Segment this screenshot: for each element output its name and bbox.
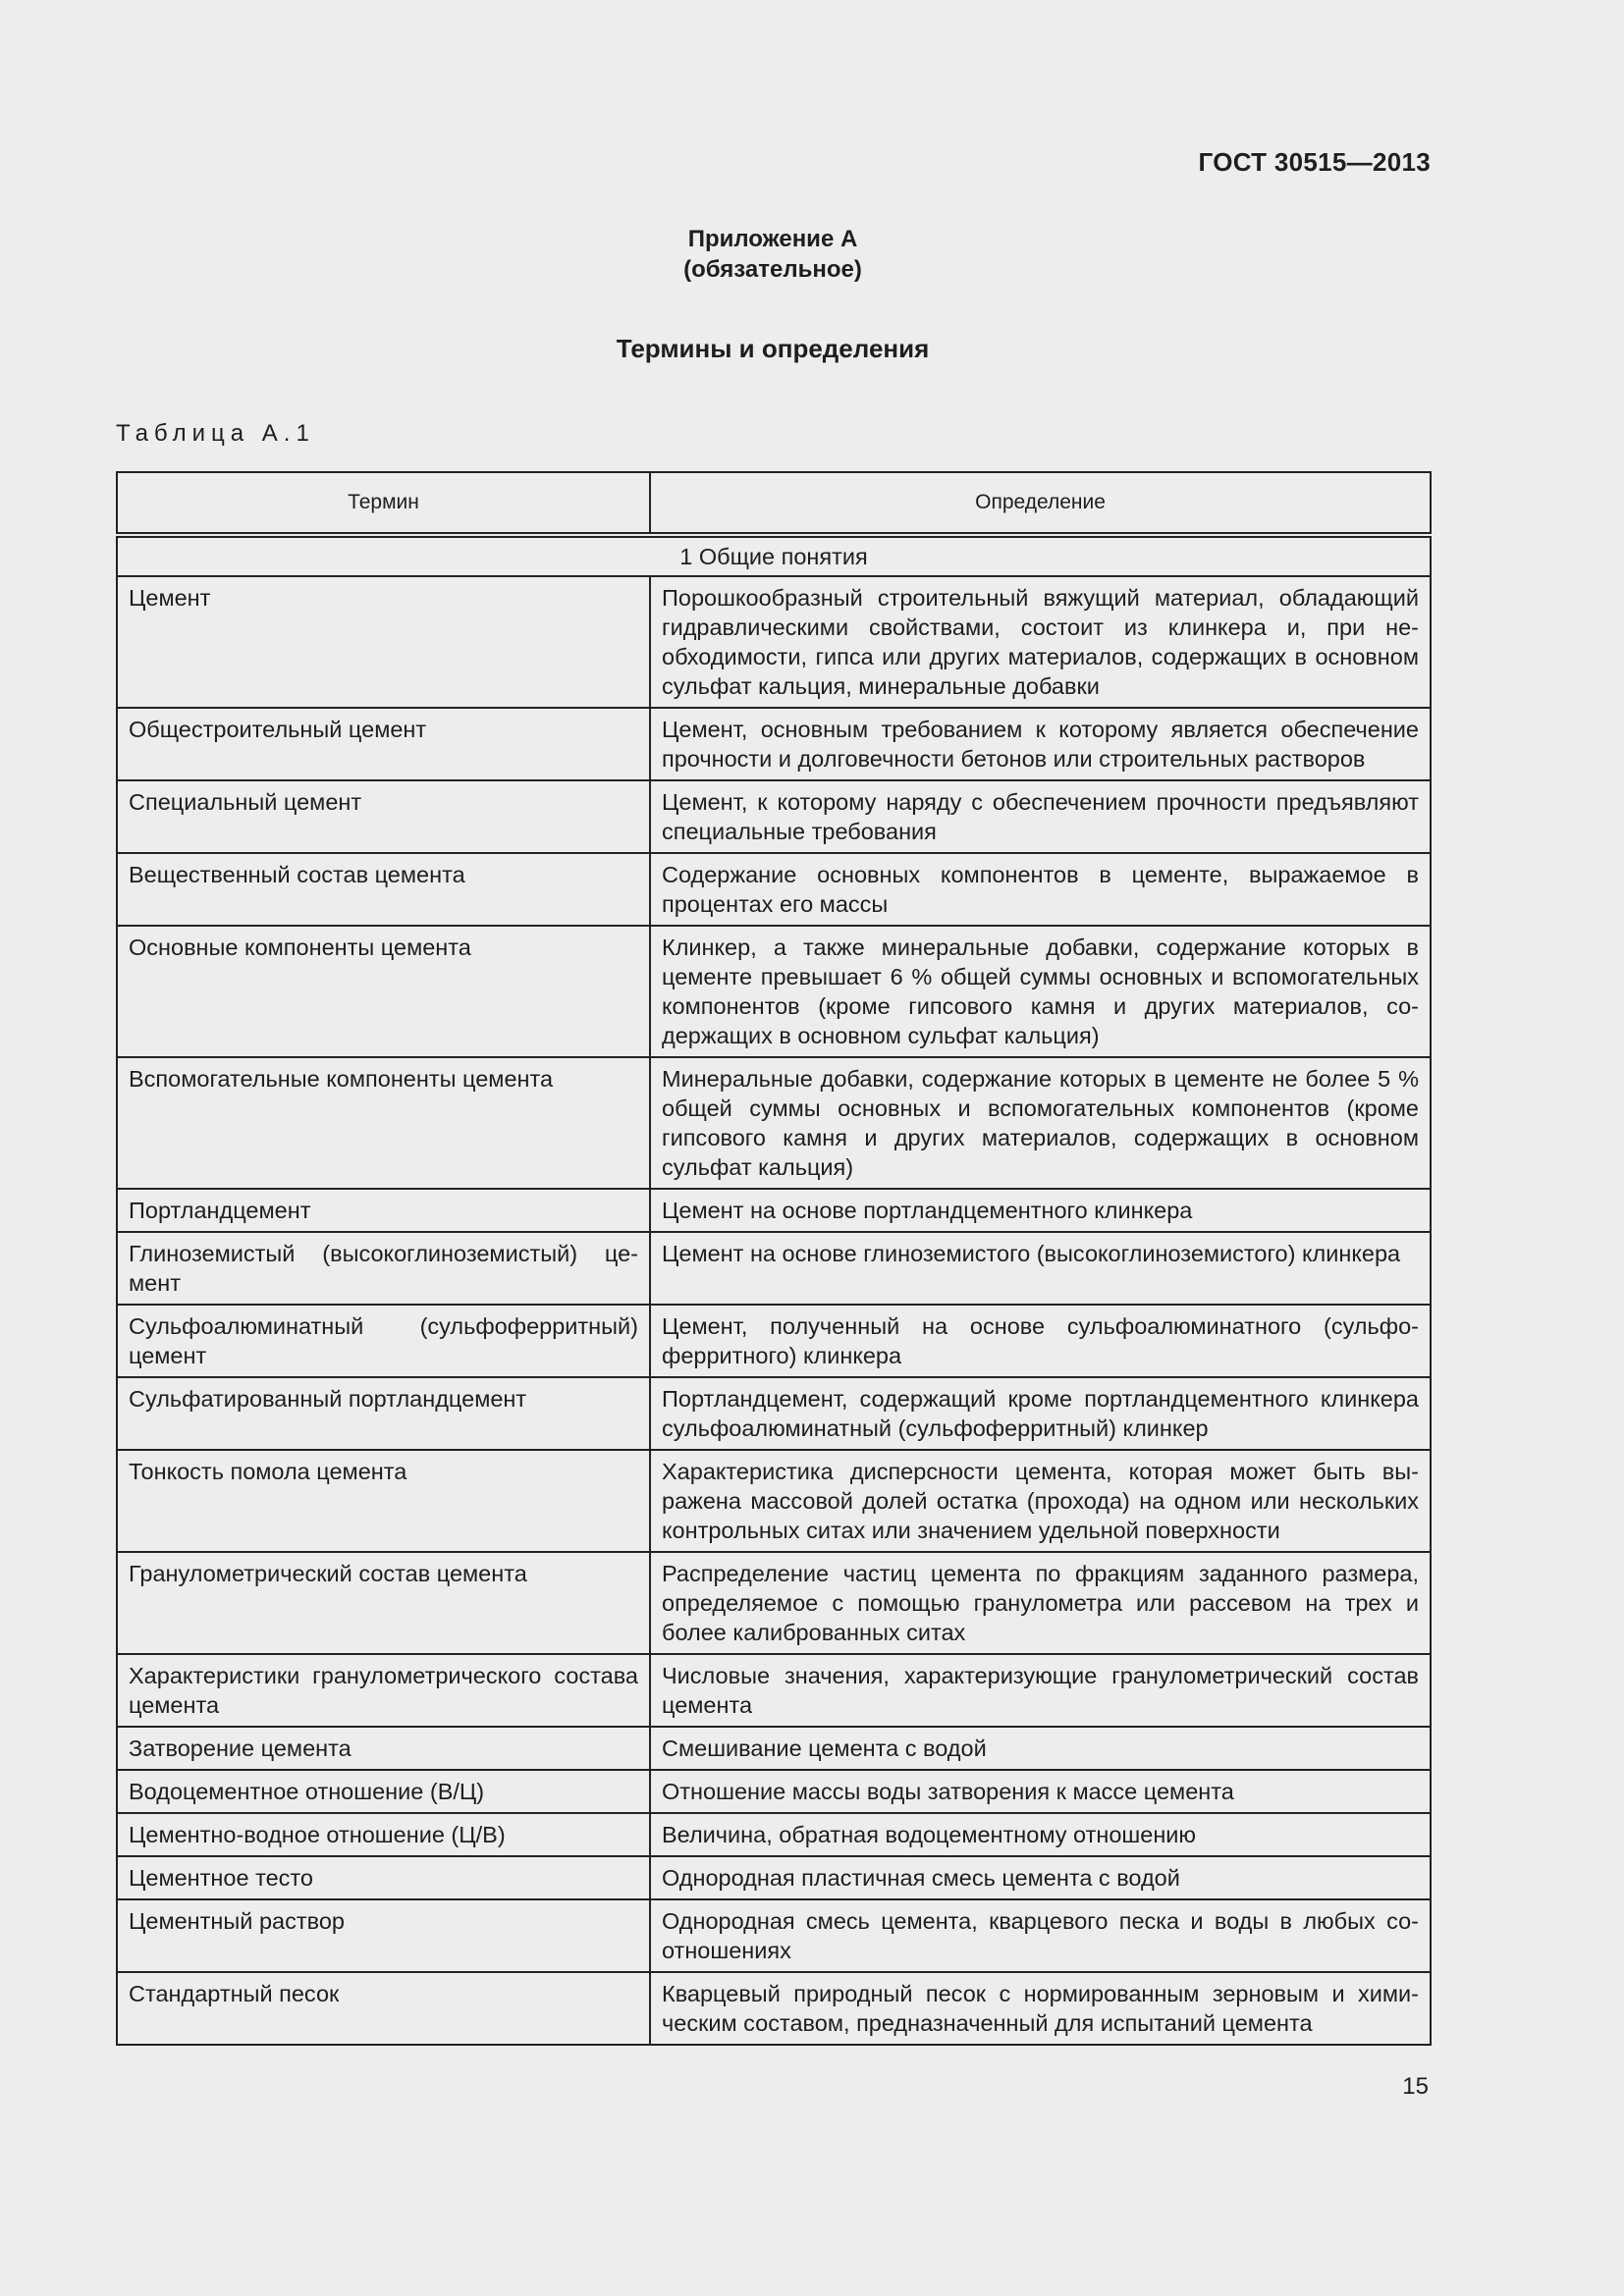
column-header-term: Термин	[117, 472, 650, 535]
table-row	[117, 1899, 1431, 1972]
table-body	[117, 535, 1431, 2045]
terms-table	[116, 471, 1432, 2046]
term-cell: Тонкость помола цемента	[117, 1450, 650, 1552]
term-cell: Затворение цемента	[117, 1727, 650, 1770]
term-cell: Портландцемент	[117, 1189, 650, 1232]
term-cell: Сульфатированный портландцемент	[117, 1377, 650, 1450]
column-header-definition: Определение	[650, 472, 1431, 535]
term-cell: Глиноземистый (высокоглиноземистый) цемент	[117, 1232, 650, 1305]
term-cell: Гранулометрический состав цемента	[117, 1552, 650, 1654]
term-cell: Цементное тесто	[117, 1856, 650, 1899]
table-row	[117, 1232, 1431, 1305]
table-row	[117, 1654, 1431, 1727]
definition-cell: Однородная смесь цемента, кварцевого песка и воды в любых соотношениях	[650, 1899, 1431, 1972]
table-header-row	[117, 472, 1431, 535]
term-cell: Специальный цемент	[117, 780, 650, 853]
table-row	[117, 1770, 1431, 1813]
definition-cell: Порошкообразный строительный вяжущий материал, обладающий гидравлическими свойствами, состоит из клинкера и, при необходимости, гипса или других материалов, содержащих в основном сульфат кальция, минеральные добавки	[650, 576, 1431, 708]
definition-cell: Отношение массы воды затворения к массе цемента	[650, 1770, 1431, 1813]
term-cell: Стандартный песок	[117, 1972, 650, 2045]
term-cell: Сульфоалюминатный (сульфоферритный) цемент	[117, 1305, 650, 1377]
section-title: Термины и определения	[616, 334, 930, 363]
table-row	[117, 1856, 1431, 1899]
term-cell: Основные компоненты цемента	[117, 926, 650, 1057]
table-row	[117, 1813, 1431, 1856]
table-row	[117, 926, 1431, 1057]
table-row	[117, 853, 1431, 926]
definition-cell: Смешивание цемента с водой	[650, 1727, 1431, 1770]
group-label: 1 Общие понятия	[117, 535, 1431, 576]
table-row	[117, 780, 1431, 853]
definition-cell: Цемент на основе глиноземистого (высокоглиноземистого) клинкера	[650, 1232, 1431, 1305]
definition-cell: Клинкер, а также минеральные добавки, содержание которых в цементе превышает 6 % общей суммы основных и вспомогательных компонентов (кроме гипсового камня и других материалов, содержащих в основном сульфат кальция)	[650, 926, 1431, 1057]
term-cell: Вещественный состав цемента	[117, 853, 650, 926]
term-cell: Общестроительный цемент	[117, 708, 650, 780]
definition-cell: Распределение частиц цемента по фракциям заданного размера, определяемое с помощью гранулометра или рассевом на трех и более калиброванных ситах	[650, 1552, 1431, 1654]
table-row	[117, 1450, 1431, 1552]
definition-cell: Числовые значения, характеризующие гранулометрический состав цемента	[650, 1654, 1431, 1727]
term-cell: Характеристики гранулометрического состава цемента	[117, 1654, 650, 1727]
term-cell: Вспомогательные компоненты цемента	[117, 1057, 650, 1189]
page-number: 15	[1402, 2073, 1429, 2100]
table-row	[117, 1057, 1431, 1189]
term-cell: Цементно-водное отношение (Ц/В)	[117, 1813, 650, 1856]
table-row	[117, 1552, 1431, 1654]
definition-cell: Цемент, к которому наряду с обеспечением прочности предъявляют специальные требования	[650, 780, 1431, 853]
definition-cell: Цемент, полученный на основе сульфоалюминатного (сульфоферритного) клинкера	[650, 1305, 1431, 1377]
definition-cell: Характеристика дисперсности цемента, которая может быть выражена массовой долей остатка (прохода) на одном или нескольких контрольных ситах или значением удельной поверхности	[650, 1450, 1431, 1552]
definition-cell: Величина, обратная водоцементному отношению	[650, 1813, 1431, 1856]
definition-cell: Кварцевый природный песок с нормированным зерновым и химическим составом, предназначенный для испытаний цемента	[650, 1972, 1431, 2045]
table-row	[117, 708, 1431, 780]
definition-cell: Минеральные добавки, содержание которых в цементе не более 5 % общей суммы основных и вспомогательных компонентов (кроме гипсового камня и других материалов, содержащих в основном сульфат кальция)	[650, 1057, 1431, 1189]
definition-cell: Содержание основных компонентов в цементе, выражаемое в процентах его массы	[650, 853, 1431, 926]
table-row	[117, 1972, 1431, 2045]
term-cell: Цемент	[117, 576, 650, 708]
definition-cell: Цемент, основным требованием к которому является обеспечение прочности и долговечности бетонов или строительных растворов	[650, 708, 1431, 780]
appendix-status: (обязательное)	[683, 256, 862, 283]
table-row	[117, 1727, 1431, 1770]
document-code: ГОСТ 30515—2013	[1198, 147, 1431, 177]
table-caption: Таблица А.1	[116, 420, 315, 447]
table-row	[117, 1377, 1431, 1450]
appendix-heading	[0, 224, 1545, 285]
table-group-row	[117, 535, 1431, 576]
term-cell: Цементный раствор	[117, 1899, 650, 1972]
table-row	[117, 1189, 1431, 1232]
definition-cell: Портландцемент, содержащий кроме портландцементного клинкера сульфоалюминатный (сульфоферритный) клинкер	[650, 1377, 1431, 1450]
table-row	[117, 576, 1431, 708]
definition-cell: Цемент на основе портландцементного клинкера	[650, 1189, 1431, 1232]
table-row	[117, 1305, 1431, 1377]
definition-cell: Однородная пластичная смесь цемента с водой	[650, 1856, 1431, 1899]
appendix-title: Приложение А	[687, 226, 858, 252]
term-cell: Водоцементное отношение (В/Ц)	[117, 1770, 650, 1813]
